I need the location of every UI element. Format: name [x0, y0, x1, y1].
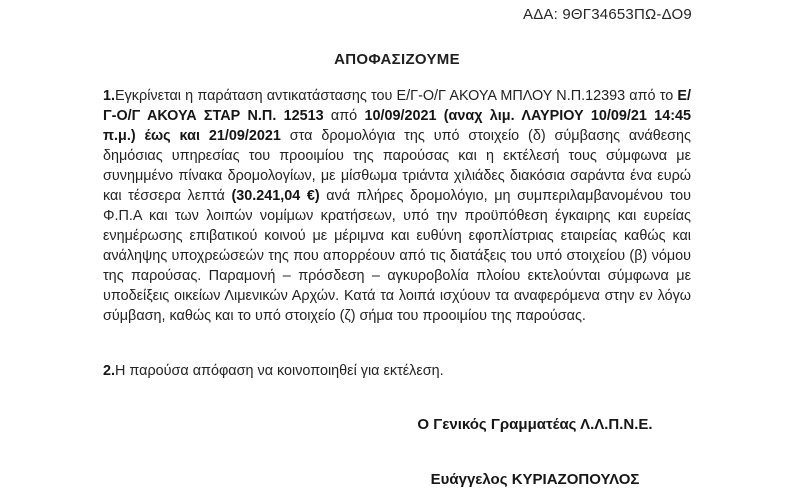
text-run: από [323, 108, 365, 124]
text-run: Η παρούσα απόφαση να κοινοποιηθεί για εκτέλεση. [115, 363, 444, 379]
text-run: 1. [103, 88, 116, 104]
text-run: (30.241,04 €) [231, 188, 320, 204]
signatory-name: Ευάγγελος ΚΥΡΙΑΖΟΠΟΥΛΟΣ [430, 471, 640, 488]
text-run: Ε/Γ-Ο/Γ ΑΚΟΥΑ ΣΤΑΡ Ν.Π. 12513 [103, 88, 691, 124]
decision-paragraph-1 [103, 86, 691, 326]
text-run: στα δρομολόγια της υπό στοιχείο (δ) σύμβασης ανάθεσης δημόσιας υπηρεσίας του προοιμίου της παρούσας και η εκτέλεσή τους σύμφωνα με συνημμένο πίνακα δρομολογίων, με μίσθωμα τριάντα χιλιάδες διακόσια σαράντα ένα ευρώ και τέσσερα λεπτά [103, 128, 691, 204]
text-run: 10/09/2021 (αναχ λιμ. ΛΑΥΡΙΟΥ 10/09/21 14:45 π.μ.) έως και 21/09/2021 [103, 108, 691, 144]
ada-number: ΑΔΑ: 9ΘΓ34653ΠΩ-ΔΟ9 [523, 6, 692, 23]
signatory-title: Ο Γενικός Γραμματέας Λ.Λ.Π.Ν.Ε. [417, 416, 653, 433]
text-run: ανά πλήρες δρομολόγιο, μη συμπεριλαμβανομένου του Φ.Π.Α και των λοιπών νομίμων κρατήσεων, υπό την προϋπόθεση έγκαιρης και ευρείας ενημέρωσης επιβατικού κοινού με μέριμνα και ευθύνη εφοπλίστριας εταιρείας καθώς και ανάληψης υποχρεώσεών της που απορρέουν από τις διατάξεις του υπό στοιχείου (β) νόμου της παρούσας. Παραμονή – πρόσδεση – αγκυροβολία πλοίου εκτελούνται σύμφωνα με υποδείξεις οικείων Λιμενικών Αρχών. Κατά τα λοιπά ισχύουν τα αναφερόμενα στην εν λόγω σύμβαση, καθώς και το υπό στοιχείο (ζ) σήμα του προοιμίου της παρούσας. [103, 188, 692, 324]
text-run: 2. [103, 363, 116, 379]
decision-heading: ΑΠΟΦΑΣΙΖΟΥΜΕ [334, 51, 460, 68]
text-run: Εγκρίνεται η παράταση αντικατάστασης του Ε/Γ-Ο/Γ ΑΚΟΥΑ ΜΠΛΟΥ Ν.Π.12393 από το [115, 88, 678, 104]
decision-paragraph-2 [103, 361, 691, 381]
